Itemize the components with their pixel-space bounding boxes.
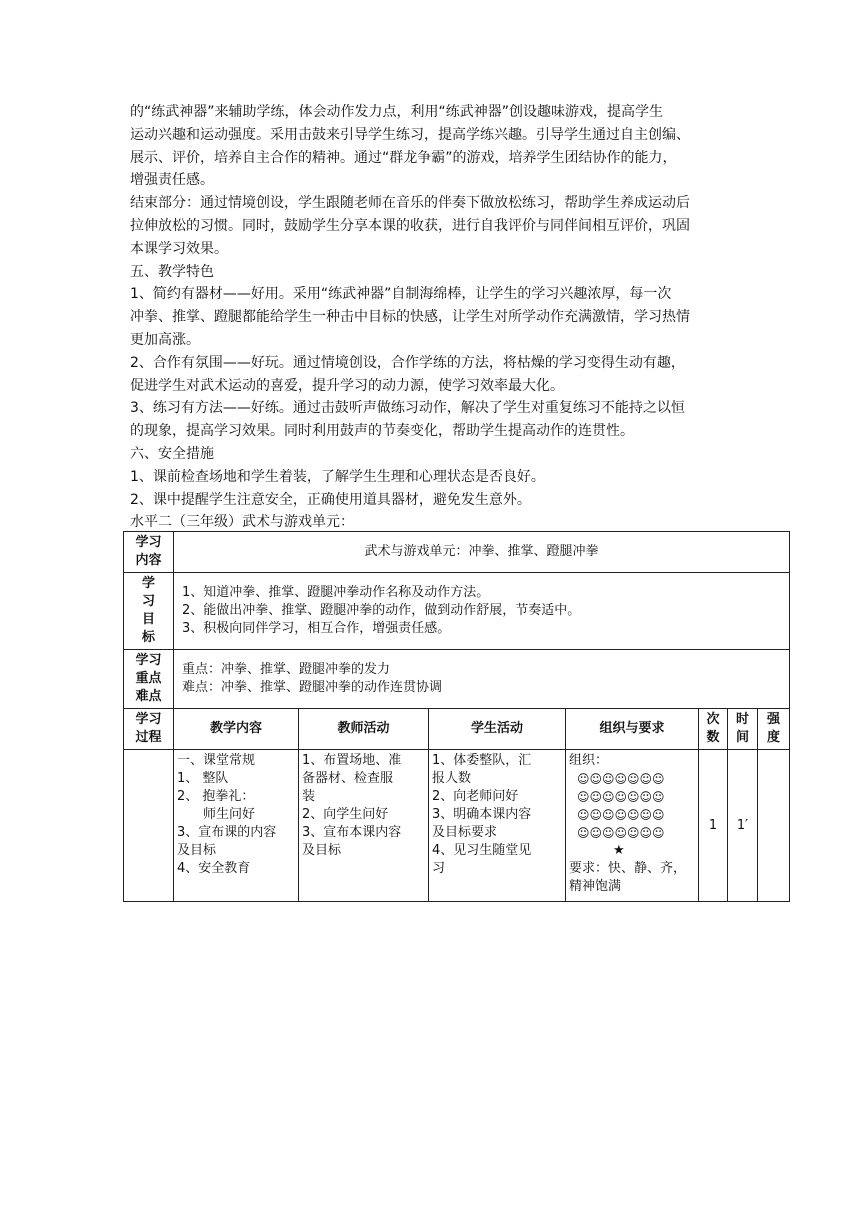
text-line: 结束部分：通过情境创设，学生跟随老师在音乐的伴奏下做放松练习，帮助学生养成运动后 (130, 195, 690, 212)
table-header-row (124, 709, 790, 750)
row-label: 学 习 目 标 (124, 573, 174, 650)
table-row-key-points (124, 650, 790, 709)
teacher-activity-cell: 1、布置场地、准 备器材、检查服 装 2、向学生问好 3、宣布本课内容 及目标 (299, 750, 429, 902)
student-formation-row: ☺☺☺☺☺☺☺ (577, 808, 665, 822)
text-line: 1、课前检查场地和学生着装，了解学生生理和心理状态是否良好。 (130, 468, 545, 485)
text-line: 2、合作有氛围——好玩。通过情境创设，合作学练的方法，将枯燥的学习变得生动有趣， (130, 354, 685, 371)
table-row-objectives (124, 573, 790, 650)
column-header-content: 教学内容 (174, 709, 299, 750)
teacher-star-icon: ★ (613, 843, 625, 858)
time-cell: 1′ (728, 750, 758, 902)
unit-content-cell: 武术与游戏单元：冲拳、推掌、蹬腿冲拳 (174, 532, 790, 573)
text-line: 拉伸放松的习惯。同时，鼓励学生分享本课的收获，进行自我评价与同伴间相互评价，巩固 (130, 217, 690, 234)
row-label: 学习 内容 (124, 532, 174, 573)
student-formation-row: ☺☺☺☺☺☺☺ (577, 826, 665, 840)
column-header-organization: 组织与要求 (566, 709, 699, 750)
key-points-cell: 重点：冲拳、推掌、蹬腿冲拳的发力 难点：冲拳、推掌、蹬腿冲拳的动作连贯协调 (174, 650, 790, 709)
intensity-cell (758, 750, 790, 902)
count-cell: 1 (699, 750, 728, 902)
text-line: 1、简约有器材——好用。采用“练武神器”自制海绵棒，让学生的学习兴趣浓厚，每一次 (130, 286, 672, 303)
objectives-cell: 1、知道冲拳、推掌、蹬腿冲拳动作名称及动作方法。 2、能做出冲拳、推掌、蹬腿冲拳的动作，做到动作舒展，节奏适中。 3、积极向同伴学习，相互合作，增强责任感。 (174, 573, 790, 650)
text-line: 促进学生对武术运动的喜爱，提升学习的动力源，使学习效率最大化。 (130, 377, 564, 394)
text-line: 冲拳、推掌、蹬腿都能给学生一种击中目标的快感，让学生对所学动作充满激情，学习热情 (130, 309, 690, 326)
text-line: 展示、评价，培养自主合作的精神。通过“群龙争霸”的游戏，培养学生团结协作的能力， (130, 149, 677, 166)
column-header-time: 时 间 (728, 709, 758, 750)
row-label: 学习 过程 (124, 709, 174, 750)
body-text (130, 101, 730, 534)
text-line: 更加高涨。 (130, 331, 200, 348)
student-formation-row: ☺☺☺☺☺☺☺ (577, 772, 665, 786)
table-row-content (124, 532, 790, 573)
lesson-plan-table (123, 531, 790, 902)
text-line: 本课学习效果。 (130, 240, 228, 257)
organization-cell: 组织： ☺☺☺☺☺☺☺ ☺☺☺☺☺☺☺ ☺☺☺☺☺☺☺ ☺☺☺☺☺☺☺ ★ 要求：快、静、齐， 精神饱满 (566, 750, 699, 902)
student-formation-row: ☺☺☺☺☺☺☺ (577, 790, 665, 804)
text-line: 的“练武神器”来辅助学练，体会动作发力点，利用“练武神器”创设趣味游戏，提高学生 (130, 104, 664, 120)
section-heading: 五、教学特色 (130, 263, 214, 280)
section-heading: 六、安全措施 (130, 445, 214, 462)
text-line: 2、课中提醒学生注意安全，正确使用道具器材，避免发生意外。 (130, 491, 531, 508)
column-header-student: 学生活动 (429, 709, 566, 750)
table-caption: 水平二（三年级）武术与游戏单元： (130, 514, 354, 531)
column-header-intensity: 强 度 (758, 709, 790, 750)
column-header-count: 次 数 (699, 709, 728, 750)
text-line: 3、练习有方法——好练。通过击鼓听声做练习动作，解决了学生对重复练习不能持之以恒 (130, 400, 685, 417)
student-activity-cell: 1、体委整队，汇 报人数 2、向老师问好 3、明确本课内容 及目标要求 4、见习生随堂见 习 (429, 750, 566, 902)
row-label: 学习 重点 难点 (124, 650, 174, 709)
teaching-content-cell: 一、课堂常规 1、 整队 2、 抱拳礼： 师生问好 3、宣布课的内容 及目标 4、安全教育 (174, 750, 299, 902)
empty-cell (124, 750, 174, 902)
text-line: 的现象，提高学习效果。同时利用鼓声的节奏变化，帮助学生提高动作的连贯性。 (130, 423, 634, 440)
column-header-teacher: 教师活动 (299, 709, 429, 750)
text-line: 增强责任感。 (130, 172, 214, 189)
text-line: 运动兴趣和运动强度。采用击鼓来引导学生练习，提高学练兴趣。引导学生通过自主创编、 (130, 126, 690, 143)
table-row-routine (124, 750, 790, 902)
